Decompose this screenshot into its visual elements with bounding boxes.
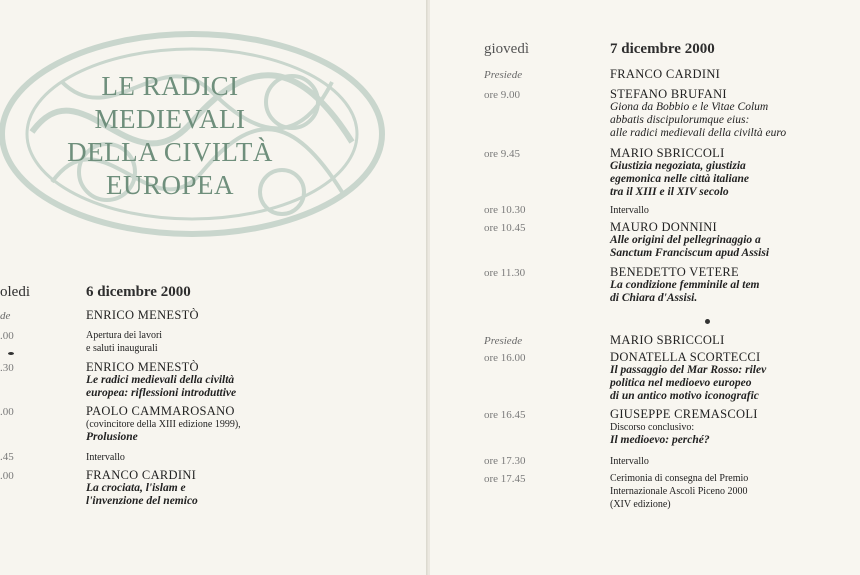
day2-time-3: ore 10.30 <box>484 204 526 216</box>
day2-chair: FRANCO CARDINI <box>610 67 721 81</box>
item-line: Apertura dei lavori <box>86 330 163 341</box>
event-line: (XIV edizione) <box>610 499 671 510</box>
speaker-name: STEFANO BRUFANI <box>610 87 727 101</box>
talk-title-line: egemonica nelle città italiane <box>610 173 749 185</box>
day2-break: Intervallo <box>610 205 649 216</box>
day2-time-7: ore 16.45 <box>484 409 526 421</box>
speaker-note: (covincitore della XIII edizione 1999), <box>86 419 241 430</box>
talk-title-line: Alle origini del pellegrinaggio a <box>610 234 761 246</box>
day2-item-6 <box>610 351 766 403</box>
right-page <box>430 0 860 575</box>
day2-time-5: ore 11.30 <box>484 267 526 279</box>
speaker-name: MAURO DONNINI <box>610 220 718 234</box>
talk-title-line: Sanctum Franciscum apud Assisi <box>610 247 770 259</box>
talk-title-line: di un antico motivo iconografic <box>610 390 759 402</box>
day2-item-5 <box>610 266 760 305</box>
day2-item-2 <box>610 147 749 199</box>
talk-title-line: alle radici medievali della civiltà euro <box>610 127 787 139</box>
talk-title-line: tra il XIII e il XIV secolo <box>610 186 729 198</box>
day1-time-4: .45 <box>0 451 14 463</box>
day1-date <box>86 284 191 301</box>
speaker-name: MARIO SBRICCOLI <box>610 146 725 160</box>
day1-time-1: .00 <box>0 330 14 342</box>
day1-time-3: .00 <box>0 406 14 418</box>
day2-time-9: ore 17.45 <box>484 473 526 485</box>
left-page <box>0 0 428 575</box>
talk-note: Discorso conclusivo: <box>610 422 695 433</box>
talk-title-line: La crociata, l'islam e <box>86 482 186 494</box>
talk-title-line: europea: riflessioni introduttive <box>86 387 237 399</box>
day1-item-1 <box>86 329 162 355</box>
day2-time-8: ore 17.30 <box>484 455 526 467</box>
section-divider-dot <box>705 319 710 324</box>
bullet-mark <box>8 352 14 355</box>
speaker-name: ENRICO MENESTÒ <box>86 360 199 374</box>
day1-item-3 <box>86 405 241 444</box>
talk-title-line: abbatis discipulorumque eius: <box>610 114 750 126</box>
event-line: Cerimonia di consegna del Premio <box>610 473 749 484</box>
day1-chair: ENRICO MENESTÒ <box>86 308 199 322</box>
day2-item-7 <box>610 408 758 447</box>
title-line: EUROPEA <box>105 170 234 200</box>
day2-date-text: 7 dicembre 2000 <box>610 41 715 57</box>
talk-title-line: Prolusione <box>86 431 138 443</box>
day1-break: Intervallo <box>86 452 125 463</box>
day2-time-4: ore 10.45 <box>484 222 526 234</box>
day1-item-5 <box>86 469 198 508</box>
day2-item-9 <box>610 472 748 511</box>
talk-title-line: l'invenzione del nemico <box>86 495 198 507</box>
item-line: e saluti inaugurali <box>86 343 158 354</box>
day2-chair-label: Presiede <box>484 69 523 81</box>
day2-time-1: ore 9.00 <box>484 89 521 101</box>
speaker-name: GIUSEPPE CREMASCOLI <box>610 407 758 421</box>
speaker-name: PAOLO CAMMAROSANO <box>86 404 235 418</box>
day2-chair2-label: Presiede <box>484 335 523 347</box>
talk-title-line: La condizione femminile al tem <box>610 279 760 291</box>
day1-weekday: oledi <box>0 284 30 300</box>
title-line: DELLA CIVILTÀ <box>67 137 273 167</box>
talk-title-line: Il passaggio del Mar Rosso: rilev <box>610 364 767 376</box>
day2-item-1 <box>610 88 786 140</box>
day1-date-text: 6 dicembre 2000 <box>86 284 191 300</box>
talk-title-line: Il medioevo: perché? <box>610 434 710 446</box>
day2-time-6: ore 16.00 <box>484 352 526 364</box>
day2-time-2: ore 9.45 <box>484 148 521 160</box>
day2-item-4 <box>610 221 769 260</box>
talk-title-line: Giona da Bobbio e le Vitae Colum <box>610 101 769 113</box>
title-line: LE RADICI <box>101 71 239 101</box>
day1-item-2 <box>86 361 236 400</box>
program-title <box>0 70 340 202</box>
title-line: MEDIEVALI <box>94 104 246 134</box>
speaker-name: FRANCO CARDINI <box>86 468 197 482</box>
day2-chair2: MARIO SBRICCOLI <box>610 333 725 347</box>
talk-title-line: politica nel medioevo europeo <box>610 377 752 389</box>
event-line: Internazionale Ascoli Piceno 2000 <box>610 486 748 497</box>
talk-title-line: di Chiara d'Assisi. <box>610 292 698 304</box>
day1-time-5: .00 <box>0 470 14 482</box>
day1-time-2: .30 <box>0 362 14 374</box>
day2-weekday: giovedì <box>484 41 529 57</box>
day1-chair-label: de <box>0 310 11 322</box>
speaker-name: BENEDETTO VETERE <box>610 265 739 279</box>
talk-title-line: Giustizia negoziata, giustizia <box>610 160 746 172</box>
day2-date <box>610 41 715 58</box>
speaker-name: DONATELLA SCORTECCI <box>610 350 761 364</box>
talk-title-line: Le radici medievali della civiltà <box>86 374 235 386</box>
day2-break-2: Intervallo <box>610 456 649 467</box>
